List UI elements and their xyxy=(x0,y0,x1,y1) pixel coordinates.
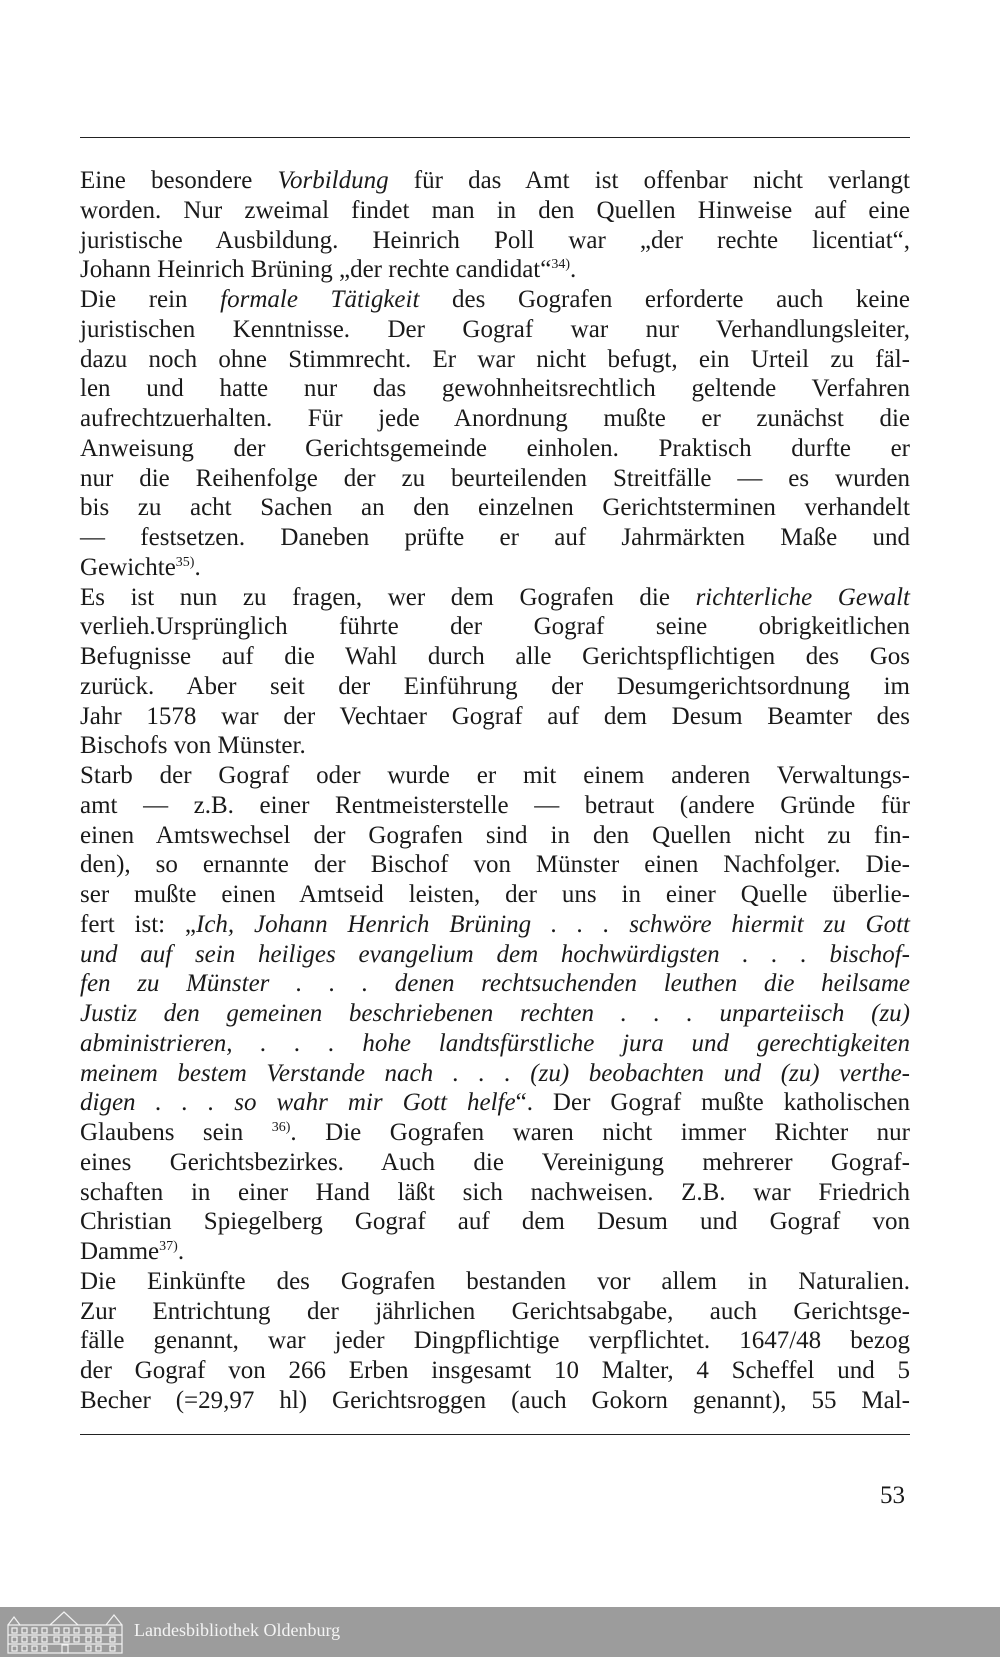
text-segment: den), so ernannte der Bischof von Münster einen Nachfolger. Die- xyxy=(80,851,910,879)
text-line xyxy=(80,731,910,761)
text-line xyxy=(80,910,910,940)
text-line xyxy=(80,285,910,315)
page-number: 53 xyxy=(880,1482,905,1509)
library-building-logo-icon xyxy=(6,1609,124,1655)
text-line xyxy=(80,1207,910,1237)
italic-text: und auf sein heiliges evangelium dem hochwürdigsten . . . bischof- xyxy=(80,940,910,968)
text-line xyxy=(80,345,910,375)
text-line xyxy=(80,940,910,970)
italic-text: meinem bestem Verstande nach . . . (zu) beobachten und (zu) verthe- xyxy=(80,1059,910,1087)
text-segment: . xyxy=(177,1238,185,1265)
text-line xyxy=(80,1237,910,1267)
text-line xyxy=(80,1297,910,1327)
italic-text: abministrieren, . . . hohe landtsfürstliche jura und gerechtigkeiten xyxy=(80,1029,910,1057)
text-line xyxy=(80,1356,910,1386)
text-line xyxy=(80,315,910,345)
text-line xyxy=(80,672,910,702)
text-segment: fert ist: „ xyxy=(80,910,197,938)
text-segment: juristische Ausbildung. Heinrich Poll war „der rechte licentiat“, xyxy=(80,226,910,254)
text-segment: worden. Nur zweimal findet man in den Quellen Hinweise auf eine xyxy=(80,196,910,224)
text-segment: ser mußte einen Amtseid leisten, der uns in einer Quelle überlie- xyxy=(80,881,910,908)
top-rule xyxy=(80,137,910,138)
text-line xyxy=(80,374,910,404)
text-line xyxy=(80,791,910,821)
text-segment: Befugnisse auf die Wahl durch alle Gerichtspflichtigen des Gos xyxy=(80,643,910,670)
text-line xyxy=(80,642,910,672)
text-line xyxy=(80,999,910,1029)
text-line xyxy=(80,702,910,732)
text-line xyxy=(80,1386,910,1416)
text-segment: len und hatte nur das gewohnheitsrechtlich geltende Verfahren xyxy=(80,375,910,403)
text-segment: nur die Reihenfolge der zu beurteilenden Streitfälle — es wurden xyxy=(80,464,910,492)
text-line xyxy=(80,761,910,791)
text-segment: Gewichte xyxy=(80,553,176,581)
text-line xyxy=(80,1059,910,1089)
text-segment: der Gograf von 266 Erben insgesamt 10 Malter, 4 Scheffel und 5 xyxy=(80,1357,910,1384)
text-segment: Die rein xyxy=(80,286,221,313)
text-segment: fälle genannt, war jeder Dingpflichtige verpflichtet. 1647/48 bezog xyxy=(80,1327,910,1355)
text-segment: . xyxy=(194,553,201,581)
text-line xyxy=(80,821,910,851)
text-segment: dazu noch ohne Stimmrecht. Er war nicht befugt, ein Urteil zu fäl- xyxy=(80,345,910,373)
text-line xyxy=(80,1326,910,1356)
text-segment: Johann Heinrich Brüning „der rechte candidat“ xyxy=(80,256,552,284)
text-line xyxy=(80,1148,910,1178)
footnote-reference: 36) xyxy=(271,1120,291,1135)
italic-text: Ich, Johann Henrich Brüning . . . schwöre hiermit zu Gott xyxy=(196,910,910,938)
italic-text: richterliche Gewalt xyxy=(695,583,910,611)
text-segment: . Die Gografen waren nicht immer Richter nur xyxy=(290,1119,910,1146)
body-text xyxy=(80,166,910,1416)
italic-text: Vorbildung xyxy=(277,167,389,194)
text-line xyxy=(80,880,910,910)
text-line xyxy=(80,612,910,642)
text-segment: schaften in einer Hand läßt sich nachweisen. Z.B. war Friedrich xyxy=(80,1178,910,1206)
italic-text: digen . . . so wahr mir Gott helfe xyxy=(80,1089,516,1117)
bottom-rule xyxy=(80,1434,910,1435)
text-segment: Die Einkünfte des Gografen bestanden vor allem in Naturalien. xyxy=(80,1267,910,1295)
text-segment: “. Der Gograf mußte katholischen xyxy=(515,1089,911,1117)
text-segment: Zur Entrichtung der jährlichen Gerichtsabgabe, auch Gerichtsge- xyxy=(80,1297,910,1325)
text-line xyxy=(80,166,910,196)
footnote-reference: 34) xyxy=(551,257,571,273)
text-line xyxy=(80,1178,910,1208)
text-line xyxy=(80,493,910,523)
text-segment: . xyxy=(570,256,577,284)
text-segment: amt — z.B. einer Rentmeisterstelle — betraut (andere Gründe für xyxy=(80,791,910,819)
text-segment: aufrechtzuerhalten. Für jede Anordnung mußte er zunächst die xyxy=(80,405,910,432)
text-segment: Starb der Gograf oder wurde er mit einem anderen Verwaltungs- xyxy=(80,762,910,789)
text-line xyxy=(80,850,910,880)
text-segment: für das Amt ist offenbar nicht verlangt xyxy=(388,167,911,194)
text-segment: — festsetzen. Daneben prüfte er auf Jahrmärkten Maße und xyxy=(80,524,910,551)
text-line xyxy=(80,583,910,613)
text-line xyxy=(80,1267,910,1297)
text-line xyxy=(80,196,910,226)
text-segment: Glaubens sein xyxy=(80,1119,272,1146)
library-footer-bar xyxy=(0,1607,1000,1657)
italic-text: formale Tätigkeit xyxy=(220,286,420,313)
text-segment: Jahr 1578 war der Vechtaer Gograf auf dem Desum Beamter des xyxy=(80,702,910,730)
text-segment: Bischofs von Münster. xyxy=(80,732,306,760)
text-segment: Eine besondere xyxy=(80,167,278,194)
text-segment: Anweisung der Gerichtsgemeinde einholen. Praktisch durfte er xyxy=(80,434,910,462)
library-name: Landesbibliothek Oldenburg xyxy=(134,1620,341,1640)
text-segment: Es ist nun zu fragen, wer dem Gografen die xyxy=(80,583,696,611)
text-line xyxy=(80,464,910,494)
text-segment: juristischen Kenntnisse. Der Gograf war nur Verhandlungsleiter, xyxy=(80,315,910,343)
text-segment: eines Gerichtsbezirkes. Auch die Vereinigung mehrerer Gograf- xyxy=(80,1148,910,1176)
text-segment: Christian Spiegelberg Gograf auf dem Desum und Gograf von xyxy=(80,1208,910,1236)
italic-text: Justiz den gemeinen beschriebenen rechten . . . unparteiisch (zu) xyxy=(80,1000,910,1027)
text-line xyxy=(80,255,910,285)
footnote-reference: 35) xyxy=(175,554,195,570)
text-segment: des Gografen erforderte auch keine xyxy=(419,286,910,313)
text-segment: Damme xyxy=(80,1238,160,1265)
text-line xyxy=(80,1088,910,1118)
text-line xyxy=(80,553,910,583)
footnote-reference: 37) xyxy=(159,1239,178,1254)
text-line xyxy=(80,1029,910,1059)
text-segment: einen Amtswechsel der Gografen sind in den Quellen nicht zu fin- xyxy=(80,821,910,849)
text-segment: verlieh.Ursprünglich führte der Gograf seine obrigkeitlichen xyxy=(80,613,910,641)
text-line xyxy=(80,523,910,553)
text-line xyxy=(80,434,910,464)
text-line xyxy=(80,1118,910,1148)
text-segment: bis zu acht Sachen an den einzelnen Gerichtsterminen verhandelt xyxy=(80,494,910,522)
text-line xyxy=(80,969,910,999)
text-segment: Becher (=29,97 hl) Gerichtsroggen (auch Gokorn genannt), 55 Mal- xyxy=(80,1386,910,1414)
italic-text: fen zu Münster . . . denen rechtsuchenden leuthen die heilsame xyxy=(80,970,910,998)
text-segment: zurück. Aber seit der Einführung der Desumgerichtsordnung im xyxy=(80,672,910,700)
text-line xyxy=(80,226,910,256)
text-line xyxy=(80,404,910,434)
